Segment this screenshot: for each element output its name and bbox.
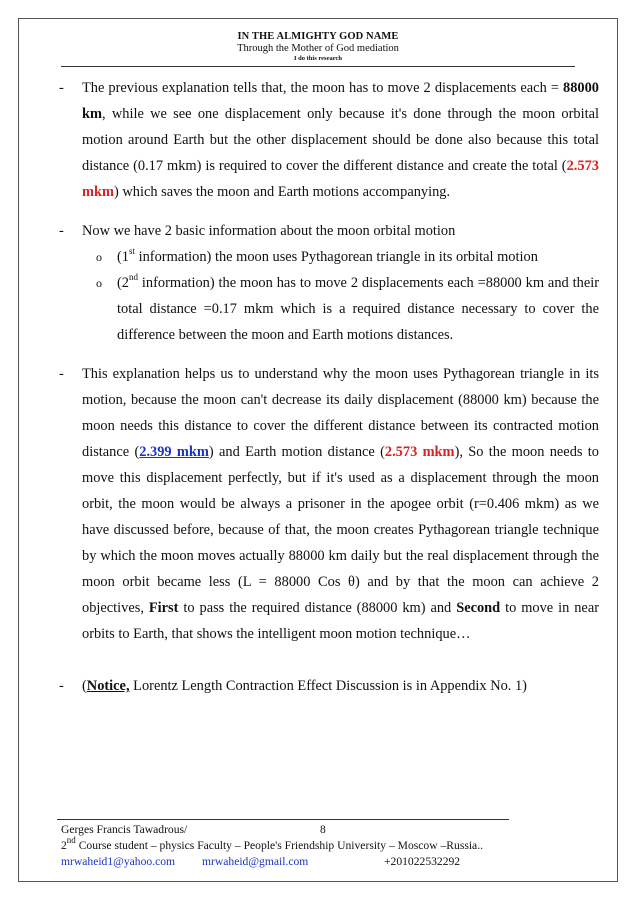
bullet-dash: -	[59, 678, 64, 694]
page-border	[18, 18, 618, 882]
p4-notice: Notice,	[86, 678, 130, 694]
email-link-gmail[interactable]: mrwaheid@gmail.com	[202, 855, 309, 868]
p1-total-red: 2.573 mkm	[82, 158, 599, 200]
course-sup: nd	[66, 835, 76, 846]
header-divider	[61, 66, 575, 67]
s1-sup: st	[129, 246, 136, 257]
s2-b: information) the moon has to move 2 displacements each =88000 km and their total distance =0.17 mkm which is a required distance necessary to cover the difference between the moon and Earth motions distances.	[117, 275, 599, 343]
circle-bullet-icon: o	[96, 250, 102, 264]
header-subtitle: Through the Mother of God mediation	[237, 42, 399, 54]
paragraph-4	[59, 673, 599, 699]
s2-sup: nd	[129, 272, 138, 283]
header-title: IN THE ALMIGHTY GOD NAME	[237, 31, 399, 42]
footer-author: Gerges Francis Tawadrous/	[61, 823, 188, 836]
bullet-dash: -	[59, 223, 64, 239]
bullet-dash: -	[59, 366, 64, 382]
p2-intro: Now we have 2 basic information about the moon orbital motion	[82, 223, 456, 239]
p4-open: (	[82, 678, 87, 694]
paragraph-1	[59, 75, 599, 205]
header-note: I do this research	[294, 54, 342, 62]
p3-earth-red: 2.573 mkm	[384, 444, 455, 460]
p3-contracted-blue: 2.399 mkm	[139, 444, 209, 460]
s1-a: (1	[117, 249, 129, 265]
circle-bullet-icon: o	[96, 276, 102, 290]
p3-second-bold: Second	[456, 600, 501, 616]
p3-first-bold: First	[148, 600, 179, 616]
p1-text-1: The previous explanation tells that, the moon has to move 2 displacements each =	[82, 80, 564, 96]
p3-text-1: This explanation helps us to understand why the moon uses Pythagorean triangle in its motion, because the moon can't decrease its daily displacement (88000 km) because the moon needs this distance to cover the different distance between its contracted motion distance (	[82, 366, 599, 460]
page-header	[19, 31, 617, 62]
footer-row-contact	[61, 854, 581, 870]
p1-text-2: , while we see one displacement only because it's done through the moon orbital motion around Earth but the other displacement should be done also because this total distance (0.17 mkm) is required to cover the different distance and create the total (	[82, 106, 599, 174]
email-link-yahoo[interactable]: mrwaheid1@yahoo.com	[61, 855, 176, 868]
page-footer	[61, 822, 581, 870]
p1-text-3: ) which saves the moon and Earth motions accompanying.	[113, 184, 451, 200]
course-number: 2	[61, 839, 67, 852]
bullet-dash: -	[59, 80, 64, 96]
footer-row-course	[61, 835, 581, 854]
paragraph-3	[59, 361, 599, 647]
sub-item-2	[59, 270, 599, 348]
page-number: 8	[320, 823, 326, 836]
footer-row-author	[61, 822, 581, 838]
footer-divider	[57, 819, 509, 820]
s2-a: (2	[117, 275, 129, 291]
p3-text-5: to move in near orbits to Earth, that shows the intelligent moon motion technique…	[82, 600, 599, 642]
paragraph-2	[59, 218, 599, 244]
p3-text-4: to pass the required distance (88000 km) and	[178, 600, 457, 616]
p3-text-3: ), So the moon needs to move this displacement perfectly, but if it's used as a displacement through the moon orbit, the moon would be always a prisoner in the apogee orbit (r=0.406 mkm) as we have discussed before, because of that, the moon creates Pythagorean triangle technique by which the moon moves actually 88000 km daily but the real displacement through the moon orbit became less (L = 88000 Cos θ) and by that the moon can achieve 2 objectives,	[82, 444, 599, 616]
document-body	[59, 75, 599, 699]
p1-distance-bold: 88000 km	[82, 80, 599, 122]
phone-number: +201022532292	[384, 855, 461, 868]
course-text: Course student – physics Faculty – People's Friendship University – Moscow –Russia..	[75, 839, 484, 852]
s1-b: information) the moon uses Pythagorean triangle in its orbital motion	[135, 249, 538, 265]
sub-item-1	[59, 244, 599, 270]
p4-text: Lorentz Length Contraction Effect Discussion is in Appendix No. 1)	[129, 678, 527, 694]
p3-text-2: ) and Earth motion distance (	[208, 444, 385, 460]
